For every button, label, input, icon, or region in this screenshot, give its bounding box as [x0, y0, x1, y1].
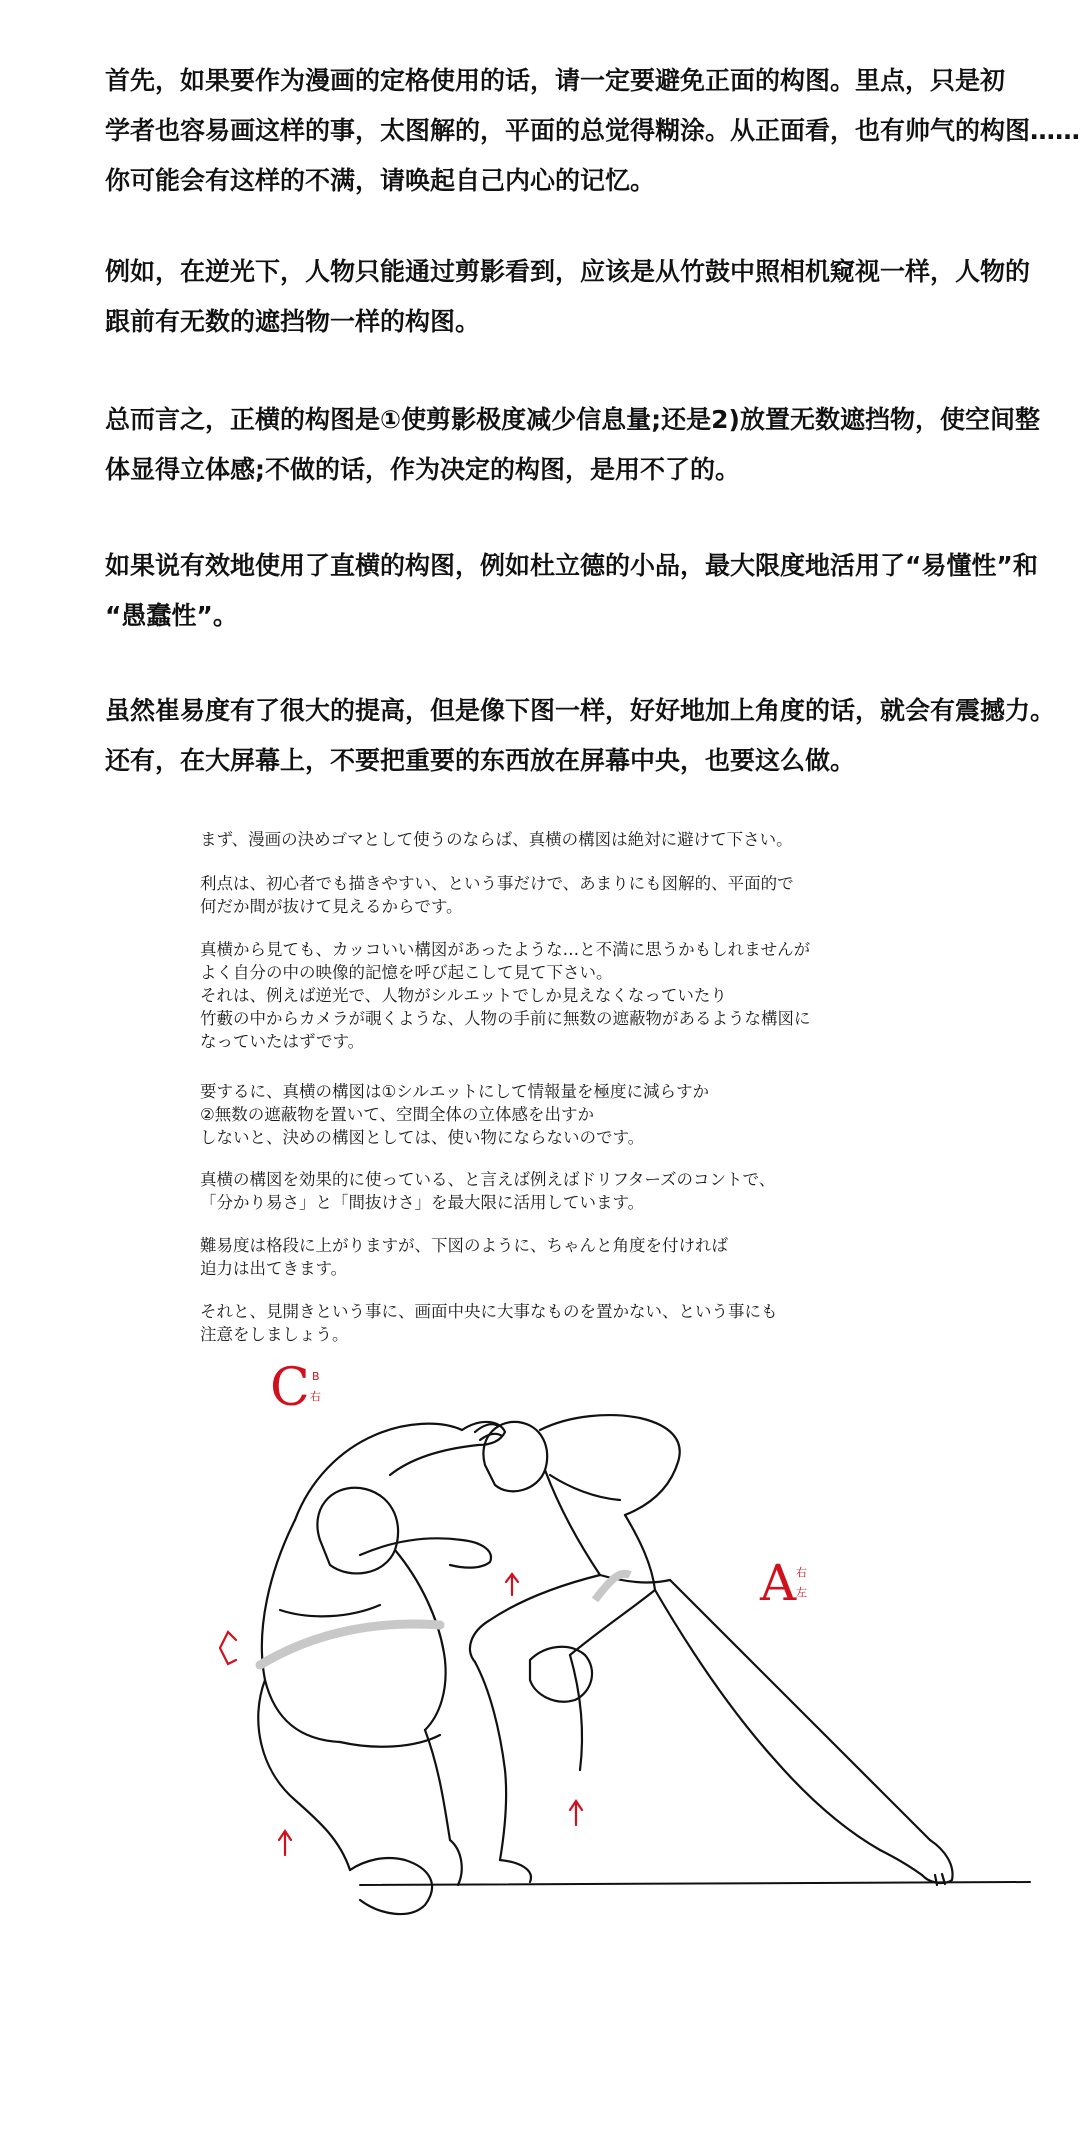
cn-paragraph-5	[105, 686, 1055, 786]
label-a-sub-1: 右	[796, 1566, 807, 1579]
text-line: 总而言之，正横的构图是①使剪影极度减少信息量;还是2)放置无数遮挡物，使空间整	[105, 405, 1040, 434]
jp-paragraph-4	[200, 1080, 920, 1149]
text-line: 利点は、初心者でも描きやすい、という事だけで、あまりにも図解的、平面的で	[200, 874, 794, 893]
text-line: 「分かり易さ」と「間抜けさ」を最大限に活用しています。	[200, 1193, 645, 1212]
cn-paragraph-2	[105, 247, 1055, 347]
cn-paragraph-4	[105, 541, 1055, 641]
text-line: 首先，如果要作为漫画的定格使用的话，请一定要避免正面的构图。里点，只是初	[105, 66, 1006, 95]
text-line: 还有，在大屏幕上，不要把重要的东西放在屏幕中央，也要这么做。	[105, 746, 856, 775]
jp-paragraph-1	[200, 828, 920, 851]
text-line: 迫力は出てきます。	[200, 1259, 348, 1278]
text-line: 難易度は格段に上がりますが、下図のように、ちゃんと角度を付ければ	[200, 1236, 728, 1255]
text-line: 如果说有效地使用了直横的构图，例如杜立德的小品，最大限度地活用了“易懂性”和	[105, 551, 1038, 580]
jp-paragraph-6	[200, 1234, 920, 1280]
text-line: 注意をしましょう。	[200, 1325, 349, 1344]
text-line: それは、例えば逆光で、人物がシルエットでしか見えなくなっていたり	[200, 986, 727, 1005]
text-line: 虽然崔易度有了很大的提高，但是像下图一样，好好地加上角度的话，就会有震撼力。	[105, 696, 1056, 725]
jp-paragraph-7	[200, 1300, 920, 1346]
text-line: なっていたはずです。	[200, 1032, 365, 1051]
cn-paragraph-3	[105, 395, 1055, 495]
jp-paragraph-3	[200, 938, 920, 1053]
text-line: 何だか間が抜けて見えるからです。	[200, 897, 463, 916]
label-a: A	[760, 1554, 797, 1612]
text-line: 学者也容易画这样的事，太图解的，平面的总觉得糊涂。从正面看，也有帅气的构图……	[105, 116, 1080, 145]
text-line: “愚蠢性”。	[105, 601, 238, 630]
text-line: しないと、決めの構図としては、使い物にならないのです。	[200, 1128, 645, 1147]
text-line: 你可能会有这样的不满，请唤起自己内心的记忆。	[105, 166, 656, 195]
label-a-sub-2: 左	[796, 1586, 807, 1599]
text-line: 跟前有无数的遮挡物一样的构图。	[105, 307, 481, 336]
text-line: よく自分の中の映像的記憶を呼び起こして見て下さい。	[200, 963, 613, 982]
text-line: 真横の構図を効果的に使っている、と言えば例えばドリフターズのコントで、	[200, 1170, 776, 1189]
text-line: 真横から見ても、カッコいい構図があったような…と不満に思うかもしれませんが	[200, 940, 811, 959]
text-line: 例如，在逆光下，人物只能通过剪影看到，应该是从竹鼓中照相机窥视一样，人物的	[105, 257, 1031, 286]
fighting-figures-illustration	[200, 1358, 1050, 1930]
cn-paragraph-1	[105, 56, 1080, 206]
text-line: 竹藪の中からカメラが覗くような、人物の手前に無数の遮蔽物があるような構図に	[200, 1009, 811, 1028]
label-c-sub-2: 右	[310, 1390, 321, 1403]
text-line: 要するに、真横の構図は①シルエットにして情報量を極度に減らすか	[200, 1082, 710, 1101]
label-c-sub-1: B	[312, 1370, 320, 1383]
text-line: まず、漫画の決めゴマとして使うのならば、真横の構図は絶対に避けて下さい。	[200, 830, 793, 849]
jp-paragraph-5	[200, 1168, 920, 1214]
text-line: 体显得立体感;不做的话，作为决定的构图，是用不了的。	[105, 455, 740, 484]
jp-paragraph-2	[200, 872, 920, 918]
gray-motion-band-a	[595, 1574, 630, 1600]
text-line: それと、見開きという事に、画面中央に大事なものを置かない、という事にも	[200, 1302, 778, 1321]
text-line: ②無数の遮蔽物を置いて、空間全体の立体感を出すか	[200, 1105, 594, 1124]
label-c: C	[270, 1358, 310, 1418]
figures-sketch	[200, 1370, 1050, 1930]
